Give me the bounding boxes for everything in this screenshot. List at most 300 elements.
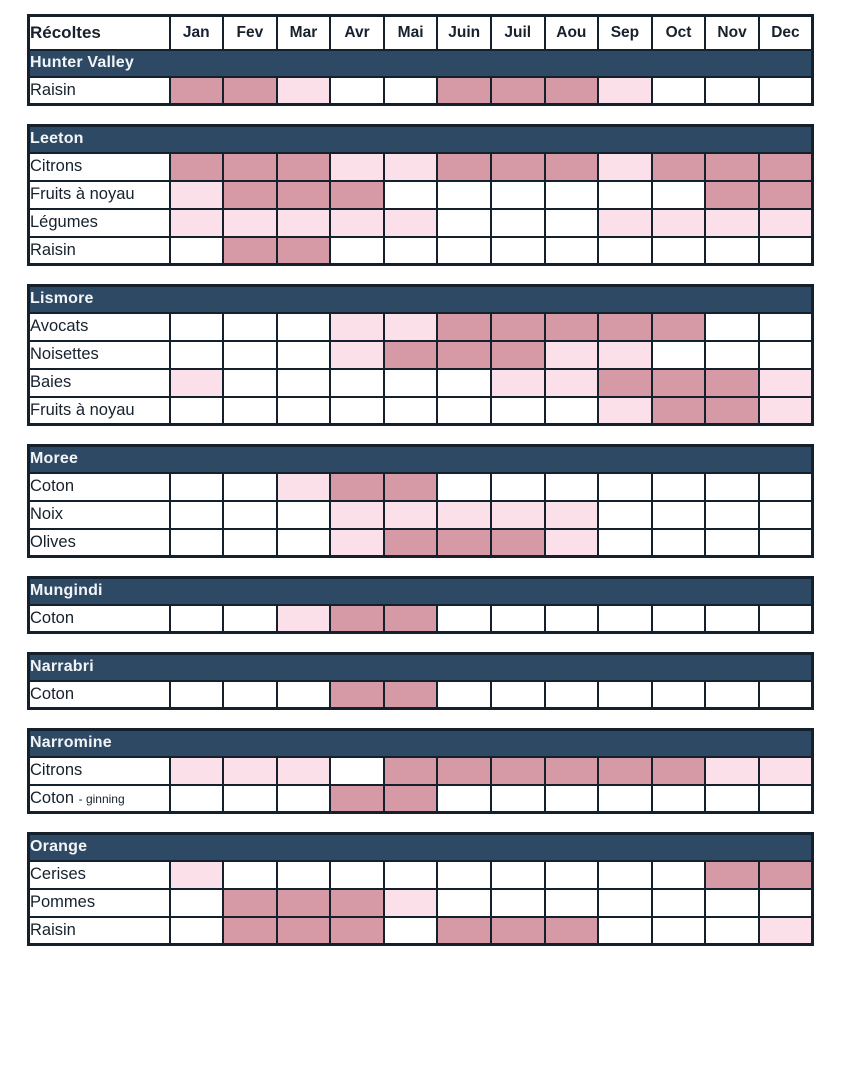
- crop-row: [29, 313, 813, 341]
- crop-label: [29, 153, 170, 181]
- harvest-cell: [705, 181, 759, 209]
- harvest-cell: [705, 237, 759, 265]
- harvest-cell: [437, 681, 491, 709]
- harvest-cell: [652, 605, 706, 633]
- crop-label: [29, 501, 170, 529]
- harvest-cell: [437, 209, 491, 237]
- harvest-cell: [384, 77, 438, 105]
- harvest-cell: [330, 209, 384, 237]
- harvest-cell: [437, 341, 491, 369]
- harvest-cell: [652, 501, 706, 529]
- harvest-cell: [170, 889, 224, 917]
- harvest-cell: [652, 785, 706, 813]
- harvest-cell: [545, 917, 599, 945]
- harvest-cell: [759, 237, 813, 265]
- section-band-row: [29, 50, 813, 77]
- month-header-aou: Aou: [545, 16, 599, 50]
- harvest-cell: [545, 529, 599, 557]
- harvest-cell: [598, 313, 652, 341]
- harvest-cell: [545, 77, 599, 105]
- harvest-cell: [277, 181, 331, 209]
- harvest-cell: [330, 917, 384, 945]
- harvest-cell: [705, 917, 759, 945]
- harvest-cell: [437, 917, 491, 945]
- harvest-cell: [545, 501, 599, 529]
- harvest-cell: [330, 341, 384, 369]
- harvest-cell: [384, 785, 438, 813]
- harvest-cell: [705, 889, 759, 917]
- harvest-cell: [384, 501, 438, 529]
- harvest-cell: [598, 209, 652, 237]
- harvest-cell: [330, 681, 384, 709]
- harvest-cell: [652, 529, 706, 557]
- harvest-cell: [330, 181, 384, 209]
- section-table-narrabri: [27, 652, 814, 710]
- section-title-narromine: Narromine: [29, 730, 813, 757]
- crop-row: [29, 237, 813, 265]
- crop-name-suffix: - ginning: [78, 791, 125, 806]
- crop-name: Raisin: [30, 240, 76, 259]
- harvest-cell: [759, 529, 813, 557]
- crop-row: [29, 473, 813, 501]
- harvest-cell: [598, 341, 652, 369]
- crop-row: [29, 501, 813, 529]
- harvest-cell: [223, 785, 277, 813]
- harvest-cell: [705, 605, 759, 633]
- crop-row: [29, 181, 813, 209]
- harvest-cell: [384, 473, 438, 501]
- harvest-cell: [170, 77, 224, 105]
- harvest-cell: [437, 501, 491, 529]
- harvest-cell: [491, 237, 545, 265]
- harvest-cell: [330, 237, 384, 265]
- harvest-cell: [170, 369, 224, 397]
- harvest-cell: [223, 237, 277, 265]
- harvest-cell: [545, 313, 599, 341]
- harvest-cell: [437, 153, 491, 181]
- harvest-cell: [437, 397, 491, 425]
- harvest-cell: [437, 77, 491, 105]
- crop-name: Avocats: [30, 317, 89, 335]
- harvest-cell: [384, 397, 438, 425]
- harvest-cell: [384, 681, 438, 709]
- harvest-cell: [598, 785, 652, 813]
- crop-name: Coton: [30, 477, 75, 495]
- harvest-cell: [598, 529, 652, 557]
- crop-name: Coton: [30, 608, 75, 627]
- harvest-cell: [598, 369, 652, 397]
- crop-row: [29, 209, 813, 237]
- crop-row: [29, 785, 813, 813]
- month-header-oct: Oct: [652, 16, 706, 50]
- harvest-cell: [652, 313, 706, 341]
- harvest-cell: [170, 209, 224, 237]
- harvest-cell: [437, 369, 491, 397]
- harvest-cell: [491, 313, 545, 341]
- harvest-cell: [277, 889, 331, 917]
- crop-name: Citrons: [30, 157, 83, 175]
- harvest-cell: [759, 917, 813, 945]
- harvest-cell: [491, 397, 545, 425]
- harvest-cell: [545, 209, 599, 237]
- harvest-cell: [598, 473, 652, 501]
- crop-name: Olives: [30, 532, 76, 551]
- month-header-juin: Juin: [437, 16, 491, 50]
- section-band-row: [29, 654, 813, 681]
- harvest-cell: [277, 605, 331, 633]
- crop-label: [29, 77, 170, 105]
- harvest-cell: [384, 313, 438, 341]
- harvest-cell: [223, 341, 277, 369]
- crop-label: [29, 397, 170, 425]
- harvest-cell: [277, 473, 331, 501]
- harvest-cell: [437, 237, 491, 265]
- harvest-cell: [384, 917, 438, 945]
- crop-label: [29, 889, 170, 917]
- harvest-cell: [277, 341, 331, 369]
- harvest-cell: [598, 861, 652, 889]
- harvest-cell: [170, 237, 224, 265]
- harvest-cell: [759, 209, 813, 237]
- harvest-cell: [330, 313, 384, 341]
- harvest-cell: [491, 757, 545, 785]
- harvest-cell: [491, 917, 545, 945]
- harvest-cell: [545, 757, 599, 785]
- harvest-cell: [277, 153, 331, 181]
- section-band-row: [29, 286, 813, 313]
- harvest-cell: [545, 889, 599, 917]
- harvest-cell: [223, 529, 277, 557]
- harvest-cell: [652, 861, 706, 889]
- harvest-cell: [277, 397, 331, 425]
- harvest-cell: [491, 605, 545, 633]
- crop-row: [29, 917, 813, 945]
- harvest-cell: [330, 605, 384, 633]
- harvest-cell: [545, 369, 599, 397]
- section-table-lismore: [27, 284, 814, 426]
- crop-name: Fruits à noyau: [30, 185, 135, 203]
- crops-column-header: Récoltes: [29, 16, 170, 50]
- crop-row: [29, 77, 813, 105]
- section-table-moree: [27, 444, 814, 558]
- harvest-cell: [437, 757, 491, 785]
- section-band-row: [29, 446, 813, 473]
- harvest-cell: [330, 861, 384, 889]
- harvest-cell: [384, 757, 438, 785]
- harvest-cell: [652, 397, 706, 425]
- harvest-cell: [705, 313, 759, 341]
- harvest-cell: [545, 861, 599, 889]
- month-header-mar: Mar: [277, 16, 331, 50]
- harvest-cell: [223, 209, 277, 237]
- harvest-cell: [598, 153, 652, 181]
- harvest-cell: [277, 861, 331, 889]
- harvest-cell: [330, 785, 384, 813]
- section-title-leeton: Leeton: [29, 126, 813, 153]
- harvest-cell: [384, 181, 438, 209]
- harvest-cell: [437, 889, 491, 917]
- crop-label: [29, 369, 170, 397]
- harvest-cell: [437, 785, 491, 813]
- crop-label: [29, 681, 170, 709]
- harvest-cell: [652, 77, 706, 105]
- harvest-cell: [491, 209, 545, 237]
- month-header-fev: Fev: [223, 16, 277, 50]
- month-header-nov: Nov: [705, 16, 759, 50]
- harvest-cell: [330, 529, 384, 557]
- crop-row: [29, 861, 813, 889]
- harvest-cell: [598, 237, 652, 265]
- crop-name: Légumes: [30, 213, 98, 231]
- harvest-cell: [705, 153, 759, 181]
- harvest-cell: [330, 501, 384, 529]
- crop-name: Coton: [30, 788, 75, 807]
- harvest-cell: [491, 785, 545, 813]
- harvest-cell: [437, 529, 491, 557]
- harvest-cell: [277, 77, 331, 105]
- harvest-cell: [491, 341, 545, 369]
- harvest-cell: [705, 529, 759, 557]
- harvest-cell: [652, 757, 706, 785]
- harvest-cell: [652, 181, 706, 209]
- harvest-cell: [223, 473, 277, 501]
- harvest-cell: [705, 681, 759, 709]
- month-header-avr: Avr: [330, 16, 384, 50]
- crop-label: [29, 529, 170, 557]
- harvest-cell: [170, 605, 224, 633]
- harvest-cell: [437, 861, 491, 889]
- month-header-dec: Dec: [759, 16, 813, 50]
- harvest-cell: [759, 313, 813, 341]
- crop-label: [29, 605, 170, 633]
- harvest-cell: [277, 757, 331, 785]
- crop-label: [29, 785, 170, 813]
- harvest-cell: [705, 209, 759, 237]
- harvest-cell: [491, 501, 545, 529]
- harvest-cell: [170, 757, 224, 785]
- harvest-cell: [330, 889, 384, 917]
- harvest-cell: [652, 473, 706, 501]
- harvest-cell: [384, 369, 438, 397]
- section-band-row: [29, 834, 813, 861]
- crop-row: [29, 889, 813, 917]
- harvest-cell: [491, 681, 545, 709]
- section-table-mungindi: [27, 576, 814, 634]
- crop-label: [29, 237, 170, 265]
- harvest-cell: [545, 785, 599, 813]
- harvest-cell: [598, 501, 652, 529]
- harvest-cell: [277, 237, 331, 265]
- section-table-orange: [27, 832, 814, 946]
- section-title-moree: Moree: [29, 446, 813, 473]
- harvest-cell: [170, 341, 224, 369]
- harvest-cell: [170, 501, 224, 529]
- section-band-row: [29, 730, 813, 757]
- harvest-cell: [705, 473, 759, 501]
- section-band-row: [29, 578, 813, 605]
- harvest-cell: [170, 681, 224, 709]
- harvest-cell: [759, 397, 813, 425]
- harvest-cell: [759, 181, 813, 209]
- harvest-cell: [491, 369, 545, 397]
- harvest-cell: [170, 473, 224, 501]
- section-table-narromine: [27, 728, 814, 814]
- section-title-orange: Orange: [29, 834, 813, 861]
- section-band-row: [29, 126, 813, 153]
- harvest-cell: [277, 501, 331, 529]
- harvest-cell: [598, 397, 652, 425]
- crop-row: [29, 397, 813, 425]
- harvest-cell: [330, 397, 384, 425]
- harvest-cell: [170, 153, 224, 181]
- harvest-cell: [223, 501, 277, 529]
- harvest-cell: [223, 681, 277, 709]
- crop-name: Raisin: [30, 80, 76, 99]
- crop-name: Noisettes: [30, 345, 99, 363]
- harvest-cell: [384, 529, 438, 557]
- crop-label: [29, 209, 170, 237]
- crop-name: Baies: [30, 373, 72, 391]
- crop-name: Cerises: [30, 865, 86, 883]
- section-title-hunter-valley: Hunter Valley: [29, 50, 813, 77]
- harvest-cell: [759, 341, 813, 369]
- harvest-cell: [170, 397, 224, 425]
- harvest-cell: [705, 341, 759, 369]
- harvest-cell: [705, 861, 759, 889]
- harvest-cell: [652, 681, 706, 709]
- harvest-cell: [491, 77, 545, 105]
- crop-label: [29, 313, 170, 341]
- crop-row: [29, 153, 813, 181]
- harvest-cell: [545, 341, 599, 369]
- crop-row: [29, 757, 813, 785]
- harvest-cell: [705, 501, 759, 529]
- harvest-cell: [277, 681, 331, 709]
- harvest-cell: [759, 153, 813, 181]
- harvest-cell: [223, 313, 277, 341]
- crop-label: [29, 861, 170, 889]
- harvest-cell: [598, 605, 652, 633]
- harvest-cell: [759, 369, 813, 397]
- harvest-cell: [384, 861, 438, 889]
- harvest-cell: [223, 77, 277, 105]
- harvest-cell: [277, 209, 331, 237]
- harvest-cell: [437, 181, 491, 209]
- harvest-cell: [330, 369, 384, 397]
- crop-row: [29, 529, 813, 557]
- harvest-cell: [491, 889, 545, 917]
- month-header-row: [29, 16, 813, 50]
- harvest-cell: [384, 209, 438, 237]
- harvest-cell: [759, 861, 813, 889]
- month-header-sep: Sep: [598, 16, 652, 50]
- harvest-cell: [545, 237, 599, 265]
- harvest-cell: [223, 889, 277, 917]
- harvest-cell: [545, 153, 599, 181]
- harvest-cell: [277, 369, 331, 397]
- harvest-cell: [598, 917, 652, 945]
- month-header-mai: Mai: [384, 16, 438, 50]
- crop-name: Raisin: [30, 920, 76, 939]
- crop-row: [29, 369, 813, 397]
- harvest-cell: [384, 153, 438, 181]
- harvest-cell: [545, 473, 599, 501]
- section-table-leeton: [27, 124, 814, 266]
- harvest-cell: [598, 181, 652, 209]
- harvest-cell: [545, 605, 599, 633]
- harvest-cell: [170, 313, 224, 341]
- harvest-cell: [384, 237, 438, 265]
- harvest-cell: [437, 605, 491, 633]
- harvest-cell: [759, 473, 813, 501]
- harvest-cell: [491, 861, 545, 889]
- harvest-cell: [759, 681, 813, 709]
- harvest-cell: [223, 369, 277, 397]
- harvest-cell: [598, 757, 652, 785]
- section-title-narrabri: Narrabri: [29, 654, 813, 681]
- harvest-cell: [223, 605, 277, 633]
- harvest-cell: [705, 757, 759, 785]
- harvest-cell: [545, 681, 599, 709]
- harvest-cell: [759, 605, 813, 633]
- harvest-cell: [705, 785, 759, 813]
- harvest-cell: [223, 757, 277, 785]
- harvest-cell: [652, 237, 706, 265]
- harvest-cell: [545, 397, 599, 425]
- harvest-cell: [759, 757, 813, 785]
- crop-name: Citrons: [30, 761, 83, 779]
- harvest-cell: [170, 529, 224, 557]
- section-title-lismore: Lismore: [29, 286, 813, 313]
- harvest-cell: [437, 313, 491, 341]
- harvest-cell: [759, 785, 813, 813]
- harvest-cell: [545, 181, 599, 209]
- harvest-cell: [491, 529, 545, 557]
- harvest-cell: [384, 605, 438, 633]
- harvest-cell: [223, 397, 277, 425]
- harvest-cell: [598, 77, 652, 105]
- harvest-cell: [652, 369, 706, 397]
- harvest-cell: [223, 917, 277, 945]
- crop-label: [29, 473, 170, 501]
- crop-label: [29, 341, 170, 369]
- harvest-cell: [277, 785, 331, 813]
- harvest-cell: [277, 313, 331, 341]
- crop-name: Fruits à noyau: [30, 400, 135, 419]
- harvest-cell: [491, 181, 545, 209]
- harvest-cell: [705, 369, 759, 397]
- crop-label: [29, 181, 170, 209]
- crop-label: [29, 757, 170, 785]
- section-title-mungindi: Mungindi: [29, 578, 813, 605]
- crop-name: Coton: [30, 684, 75, 703]
- harvest-cell: [598, 889, 652, 917]
- harvest-cell: [223, 861, 277, 889]
- harvest-cell: [598, 681, 652, 709]
- harvest-cell: [384, 341, 438, 369]
- crop-row: [29, 341, 813, 369]
- harvest-cell: [652, 209, 706, 237]
- crop-row: [29, 681, 813, 709]
- harvest-cell: [759, 501, 813, 529]
- section-table-hunter-valley: [27, 14, 814, 106]
- harvest-cell: [277, 529, 331, 557]
- harvest-cell: [330, 757, 384, 785]
- harvest-cell: [437, 473, 491, 501]
- harvest-cell: [330, 153, 384, 181]
- harvest-cell: [652, 917, 706, 945]
- month-header-juil: Juil: [491, 16, 545, 50]
